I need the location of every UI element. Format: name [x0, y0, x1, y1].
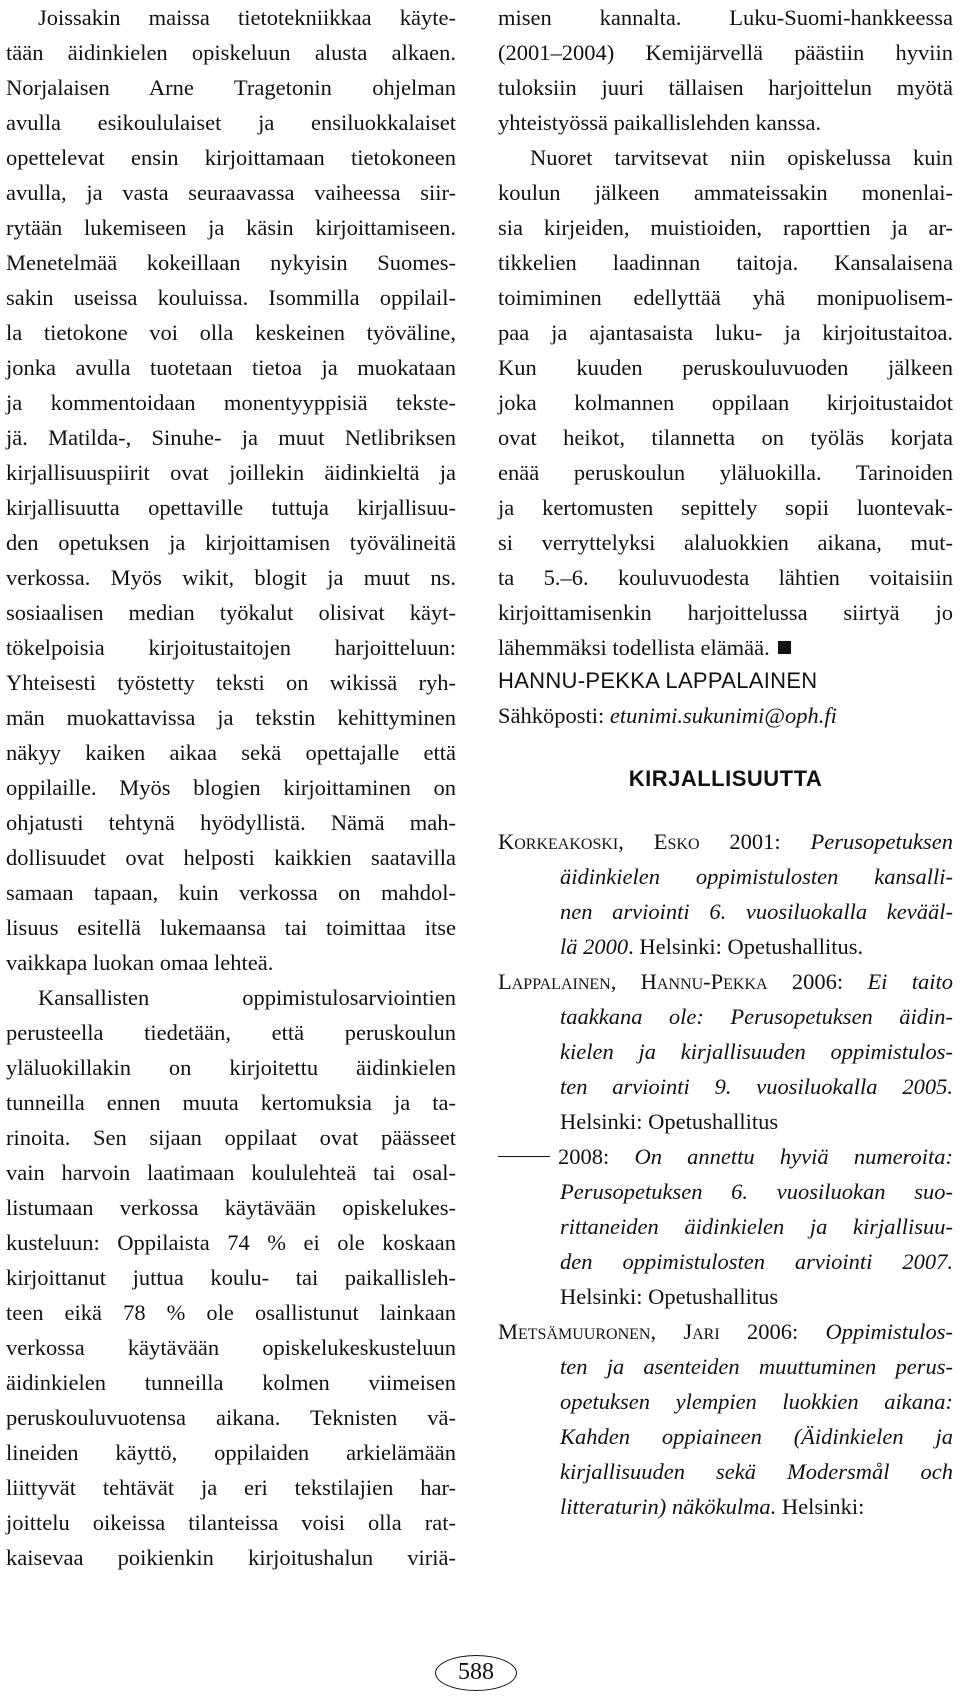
text-line [498, 595, 953, 630]
reference-entry-line [498, 1279, 953, 1314]
reference-entry-line [498, 1349, 953, 1384]
reference-title: litteraturin) näkökulma. [560, 1494, 777, 1519]
line-text: jä. Matilda-, Sinuhe- ja muut Netlibriksen [6, 425, 456, 450]
text-line [6, 1330, 456, 1365]
line-text: lineiden käyttö, oppilaiden arkielämään [6, 1440, 456, 1465]
line-text: listumaan verkossa käytävään opiskelukes- [6, 1195, 456, 1220]
text-line [6, 105, 456, 140]
reference-title: kirjallisuuden sekä Modersmål och [560, 1459, 953, 1484]
reference-text: Helsinki: [776, 1494, 865, 1519]
reference-entry-start [498, 1139, 953, 1174]
line-text: Norjalaisen Arne Tragetonin ohjelman [6, 75, 456, 100]
line-text: peruskouluvuotensa aikana. Teknisten vä- [6, 1405, 456, 1430]
line-text: kusteluun: Oppilaista 74 % ei ole koskaan [6, 1230, 456, 1255]
line-text: ta 5.–6. kouluvuodesta lähtien voitaisiin [498, 565, 953, 590]
reference-text: 2008: [558, 1144, 635, 1169]
text-line [6, 70, 456, 105]
reference-author: Lappalainen, Hannu-Pekka [498, 969, 768, 994]
text-line [498, 525, 953, 560]
line-text: perusteella tiedetään, että peruskoulun [6, 1020, 456, 1045]
text-line [6, 1295, 456, 1330]
text-line [498, 35, 953, 70]
text-line [6, 980, 456, 1015]
line-text: ja kommentoidaan monentyyppisiä tekste- [6, 390, 456, 415]
text-line [6, 1225, 456, 1260]
reference-author: Metsämuuronen, Jari [498, 1319, 720, 1344]
line-text: kaisevaa poikienkin kirjoitushalun viriä- [6, 1545, 456, 1570]
line-text: rinoita. Sen sijaan oppilaat ovat päässeet [6, 1125, 456, 1150]
reference-entry-line [498, 1244, 953, 1279]
text-line [6, 560, 456, 595]
text-line [6, 840, 456, 875]
references-heading: KIRJALLISUUTTA [628, 766, 823, 791]
reference-text: 2001: [699, 829, 811, 854]
line-text: yhteistyössä paikallislehden kanssa. [498, 110, 822, 135]
reference-title: taakkana ole: Perusopetuksen äidin- [560, 1004, 953, 1029]
reference-title: äidinkielen oppimistulosten kansalli- [560, 864, 953, 889]
text-line [6, 210, 456, 245]
line-text: vain harvoin laatimaan koululehteä tai osal- [6, 1160, 456, 1185]
text-line [6, 35, 456, 70]
line-text: joittelu oikeissa tilanteissa voisi olla rat- [6, 1510, 456, 1535]
text-line [498, 315, 953, 350]
line-text: samaan tapaan, kuin verkossa on mahdol- [6, 880, 456, 905]
line-text: Kun kuuden peruskouluvuoden jälkeen [498, 355, 953, 380]
line-text: yläluokillakin on kirjoitettu äidinkielen [6, 1055, 456, 1080]
reference-entry-line [498, 929, 953, 964]
text-line [498, 350, 953, 385]
reference-entry-line [498, 1174, 953, 1209]
reference-entry-line [498, 1069, 953, 1104]
reference-title: opetuksen ylempien luokkien aikana: [560, 1389, 953, 1414]
reference-entry-line [498, 1034, 953, 1069]
line-text: tunneilla ennen muuta kertomuksia ja ta- [6, 1090, 456, 1115]
reference-entry-line [498, 894, 953, 929]
reference-title: Oppimistulos- [825, 1319, 953, 1344]
reference-entry-line [498, 999, 953, 1034]
text-line [6, 315, 456, 350]
line-text: avulla, ja vasta seuraavassa vaiheessa siir- [6, 180, 456, 205]
line-text: kirjoittanut juttua koulu- tai paikallisleh- [6, 1265, 456, 1290]
line-text: lähemmäksi todellista elämää. [498, 635, 770, 660]
text-line [498, 560, 953, 595]
text-line [6, 945, 456, 980]
line-text: näkyy kaiken aikaa sekä opettajalle että [6, 740, 456, 765]
text-line [6, 1155, 456, 1190]
text-line [6, 140, 456, 175]
line-text: äidinkielen tunneilla kolmen viimeisen [6, 1370, 456, 1395]
email-label: Sähköposti: [498, 703, 610, 728]
line-text: vaikkapa luokan omaa lehteä. [6, 950, 274, 975]
line-text: kirjoittamisenkin harjoittelussa siirtyä jo [498, 600, 953, 625]
reference-entry-line [498, 1104, 953, 1139]
reference-entry-line [498, 1454, 953, 1489]
reference-author: Korkeakoski, Esko [498, 829, 700, 854]
reference-entry-line [498, 859, 953, 894]
reference-entry-start [498, 1314, 953, 1349]
author-email-line [498, 698, 953, 733]
line-text: Yhteisesti työstetty teksti on wikissä ryh- [6, 670, 456, 695]
line-text: enää peruskoulun yläluokilla. Tarinoiden [498, 460, 953, 485]
text-line [498, 140, 953, 175]
reference-title: rittaneiden äidinkielen ja kirjallisuu- [560, 1214, 953, 1239]
text-line [6, 455, 456, 490]
text-line [498, 420, 953, 455]
reference-title: nen arviointi 6. vuosiluokalla kevääl- [560, 899, 953, 924]
line-text: Kansallisten oppimistulosarviointien [38, 985, 456, 1010]
text-line [6, 1470, 456, 1505]
text-line [6, 1365, 456, 1400]
reference-title: Perusopetuksen 6. vuosiluokan suo- [560, 1179, 953, 1204]
text-line [498, 105, 953, 140]
line-text: paa ja ajantasaista luku- ja kirjoitustaitoa. [498, 320, 953, 345]
text-line [6, 700, 456, 735]
line-text: sia kirjeiden, muistioiden, raporttien ja ar- [498, 215, 953, 240]
same-author-dash [498, 1156, 550, 1157]
text-line [6, 1400, 456, 1435]
reference-entry-line [498, 1209, 953, 1244]
reference-title: Perusopetuksen [810, 829, 953, 854]
line-text: kirjallisuuspiirit ovat joillekin äidinkieltä ja [6, 460, 456, 485]
reference-text: . Helsinki: Opetushallitus. [628, 934, 864, 959]
email-address: etunimi.sukunimi@oph.fi [609, 703, 837, 728]
reference-text: Helsinki: Opetushallitus [560, 1284, 779, 1309]
line-text: jonka avulla tuotetaan tietoa ja muokataan [6, 355, 456, 380]
text-line [6, 490, 456, 525]
line-text: män muokattavissa ja tekstin kehittyminen [6, 705, 456, 730]
text-line [498, 630, 953, 665]
text-line [6, 1015, 456, 1050]
line-text: sakin useissa kouluissa. Isommilla oppilail- [6, 285, 456, 310]
line-text: la tietokone voi olla keskeinen työväline, [6, 320, 456, 345]
reference-entry-line [498, 1489, 953, 1524]
line-text: oppilaille. Myös blogien kirjoittaminen on [6, 775, 456, 800]
line-text: kirjallisuutta opettaville tuttuja kirjallisuu- [6, 495, 456, 520]
line-text: Nuoret tarvitsevat niin opiskelussa kuin [530, 145, 953, 170]
reference-entry-start [498, 824, 953, 859]
line-text: den opetuksen ja kirjoittamisen työvälineitä [6, 530, 456, 555]
text-line [498, 210, 953, 245]
text-line [6, 350, 456, 385]
text-line [6, 1260, 456, 1295]
text-line [498, 490, 953, 525]
text-line [6, 1505, 456, 1540]
reference-text: 2006: [767, 969, 868, 994]
author-name: HANNU-PEKKA LAPPALAINEN [498, 668, 818, 693]
line-text: opettelevat ensin kirjoittamaan tietokoneen [6, 145, 456, 170]
line-text: misen kannalta. Luku-Suomi-hankkeessa [498, 5, 953, 30]
line-text: sosiaalisen median työkalut olisivat käyt- [6, 600, 456, 625]
line-text: lisuus esitellä lukemaansa tai toimittaa itse [6, 915, 456, 940]
reference-entry-line [498, 1384, 953, 1419]
reference-entry-line [498, 1419, 953, 1454]
line-text: ohjatusti tehtynä hyödyllistä. Nämä mah- [6, 810, 456, 835]
text-line [6, 175, 456, 210]
text-line [498, 70, 953, 105]
reference-entry-start [498, 964, 953, 999]
line-text: teen eikä 78 % ole osallistunut lainkaan [6, 1300, 456, 1325]
line-text: Joissakin maissa tietotekniikkaa käyte- [38, 5, 456, 30]
text-line [6, 0, 456, 35]
reference-text: 2006: [719, 1319, 826, 1344]
text-line [6, 805, 456, 840]
line-text: liittyvät tehtävät ja eri tekstilajien har- [6, 1475, 456, 1500]
end-of-article-mark [778, 641, 791, 654]
line-text: tikkelien laadinnan taitoja. Kansalaisena [498, 250, 953, 275]
text-line [498, 280, 953, 315]
line-text: dollisuudet ovat helposti kaikkien saatavilla [6, 845, 456, 870]
line-text: (2001–2004) Kemijärvellä päästiin hyviin [498, 40, 953, 65]
text-line [6, 770, 456, 805]
text-line [498, 455, 953, 490]
line-text: toimiminen edellyttää yhä monipuolisem- [498, 285, 953, 310]
text-line [6, 1435, 456, 1470]
line-text: verkossa käytävään opiskelukeskusteluun [6, 1335, 456, 1360]
text-line [498, 0, 953, 35]
text-line [498, 385, 953, 420]
text-line [6, 245, 456, 280]
text-line [6, 1050, 456, 1085]
line-text: rytään lukemiseen ja käsin kirjoittamiseen. [6, 215, 456, 240]
reference-title: lä 2000 [560, 934, 629, 959]
reference-title: ten arviointi 9. vuosiluokalla 2005. [560, 1074, 953, 1099]
reference-title: Ei taito [867, 969, 953, 994]
line-text: si verryttelyksi alaluokkien aikana, mut- [498, 530, 953, 555]
line-text: tuloksiin juuri tällaisen harjoittelun myötä [498, 75, 953, 100]
reference-title: kielen ja kirjallisuuden oppimistulos- [560, 1039, 953, 1064]
page-number: 588 [435, 1655, 517, 1691]
text-line [6, 280, 456, 315]
line-text: koulun jälkeen ammateissakin monenlai- [498, 180, 953, 205]
reference-title: ten ja asenteiden muuttuminen perus- [560, 1354, 953, 1379]
text-line [498, 175, 953, 210]
text-line [6, 1085, 456, 1120]
text-line [6, 1190, 456, 1225]
line-text: avulla esikoululaiset ja ensiluokkalaiset [6, 110, 456, 135]
reference-text: Helsinki: Opetushallitus [560, 1109, 779, 1134]
text-line [6, 1540, 456, 1575]
text-line [6, 665, 456, 700]
line-text: ovat heikot, tilannetta on työläs korjata [498, 425, 953, 450]
text-line [6, 385, 456, 420]
line-text: verkossa. Myös wikit, blogit ja muut ns. [6, 565, 456, 590]
reference-title: On annettu hyviä numeroita: [634, 1144, 953, 1169]
text-line [6, 525, 456, 560]
text-line [6, 735, 456, 770]
line-text: ja kertomusten sepittely sopii luontevak- [498, 495, 953, 520]
line-text: joka kolmannen oppilaan kirjoitustaidot [498, 390, 953, 415]
text-line [6, 630, 456, 665]
text-line [6, 420, 456, 455]
line-text: tökelpoisia kirjoitustaitojen harjoitteluun: [6, 635, 456, 660]
text-line [6, 910, 456, 945]
reference-title: den oppimistulosten arviointi 2007. [560, 1249, 953, 1274]
text-line [498, 245, 953, 280]
reference-title: Kahden oppiaineen (Äidinkielen ja [560, 1424, 953, 1449]
line-text: Menetelmää kokeillaan nykyisin Suomes- [6, 250, 456, 275]
text-line [6, 875, 456, 910]
text-line [6, 595, 456, 630]
line-text: tään äidinkielen opiskeluun alusta alkaen. [6, 40, 456, 65]
text-line [6, 1120, 456, 1155]
